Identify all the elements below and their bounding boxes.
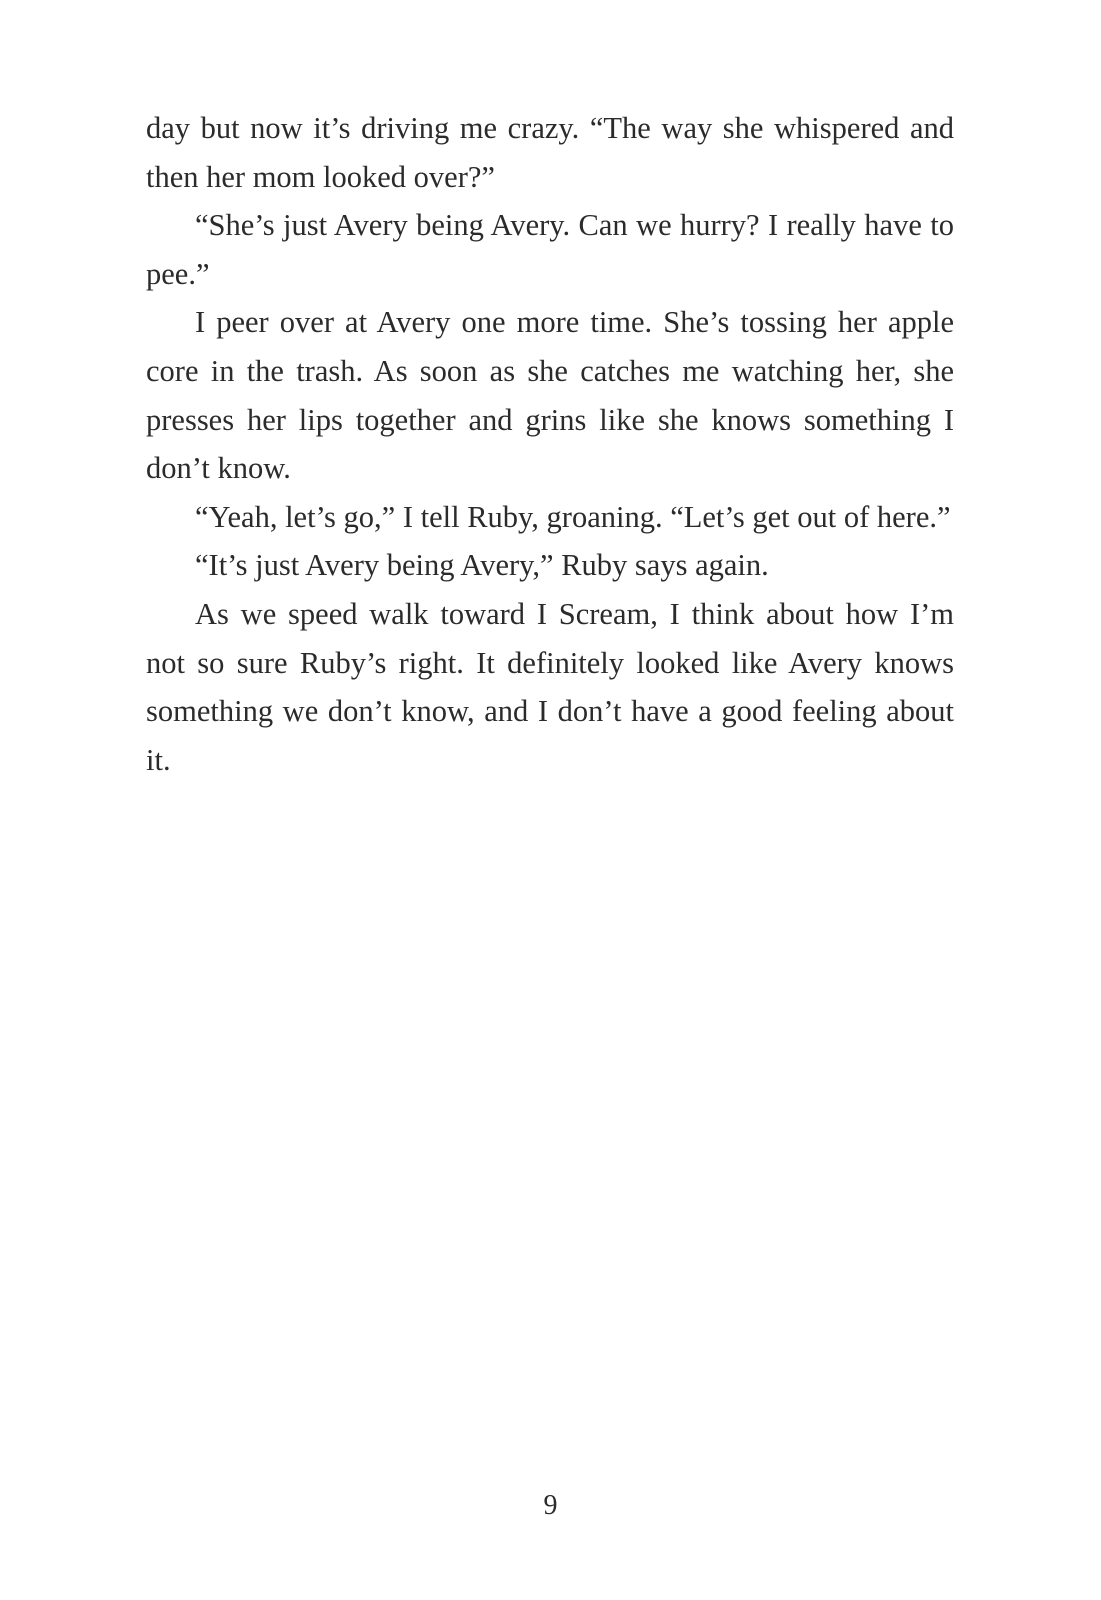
paragraph: “She’s just Avery being Avery. Can we hurry? I really have to pee.”: [146, 208, 954, 291]
page-number: 9: [543, 1490, 558, 1521]
paragraph: “Yeah, let’s go,” I tell Ruby, groaning. “Let’s get out of here.”: [195, 499, 951, 534]
body-text: [146, 104, 954, 784]
paragraph-continued: day but now it’s driving me crazy. “The way she whispered and then her mom looked over?”: [146, 111, 954, 194]
paragraph: “It’s just Avery being Avery,” Ruby says again.: [195, 548, 769, 583]
paragraph: As we speed walk toward I Scream, I think about how I’m not so sure Ruby’s right. It definitely looked like Avery knows something we don’t know, and I don’t have a good feeling about it.: [146, 596, 954, 777]
paragraph: I peer over at Avery one more time. She’s tossing her apple core in the trash. As soon as she catches me watching her, she presses her lips together and grins like she knows something I don’t know.: [146, 305, 954, 486]
